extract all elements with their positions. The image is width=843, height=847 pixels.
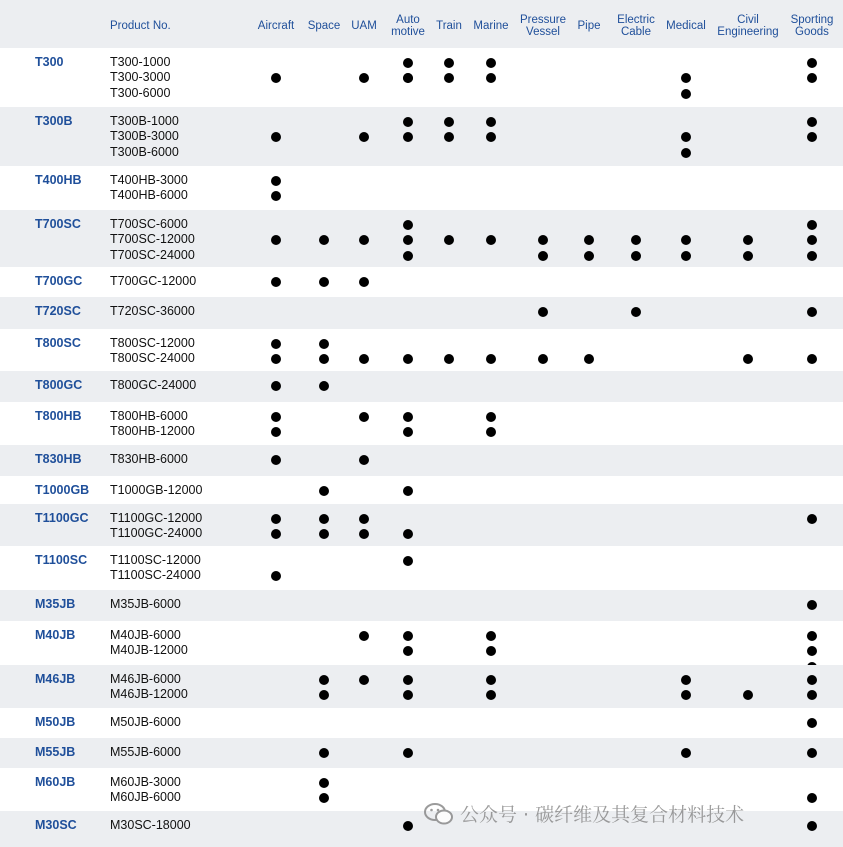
application-mark-uam: [359, 631, 369, 641]
application-mark-sporting-goods: [807, 821, 817, 831]
application-mark-pressure-vessel: [538, 307, 548, 317]
application-mark-civil-engineering: [743, 690, 753, 700]
application-mark-aircraft: [271, 381, 281, 391]
application-mark-medical: [681, 690, 691, 700]
application-mark-medical: [681, 148, 691, 158]
application-mark-space: [319, 529, 329, 539]
application-mark-civil-engineering: [743, 251, 753, 261]
product-number: M35JB-6000: [110, 597, 181, 611]
application-mark-sporting-goods: [807, 73, 817, 83]
series-name: T800GC: [35, 378, 83, 392]
application-mark-auto-motive: [403, 631, 413, 641]
product-number: M50JB-6000: [110, 715, 181, 729]
application-mark-marine: [486, 646, 496, 656]
series-name: T1100SC: [35, 553, 88, 567]
application-mark-auto-motive: [403, 675, 413, 685]
series-name: T1000GB: [35, 483, 90, 497]
product-number: M60JB-3000: [110, 775, 181, 789]
table-row: [0, 107, 843, 166]
table-header: [0, 0, 843, 48]
table-row: [0, 402, 843, 445]
series-name: T300: [35, 55, 64, 69]
column-header-auto-motive: Auto motive: [391, 14, 425, 38]
application-mark-uam: [359, 675, 369, 685]
application-mark-marine: [486, 675, 496, 685]
application-mark-train: [444, 354, 454, 364]
application-mark-sporting-goods: [807, 600, 817, 610]
product-number: T300-6000: [110, 85, 171, 100]
application-mark-civil-engineering: [743, 235, 753, 245]
product-number: T800HB-12000: [110, 424, 195, 439]
application-mark-pipe: [584, 251, 594, 261]
application-mark-marine: [486, 73, 496, 83]
table-row: [0, 504, 843, 546]
application-mark-pipe: [584, 354, 594, 364]
application-mark-aircraft: [271, 191, 281, 201]
series-name: T800SC: [35, 336, 81, 350]
application-mark-medical: [681, 235, 691, 245]
table-row: [0, 546, 843, 590]
product-number: T400HB-6000: [110, 188, 188, 203]
series-name: M46JB: [35, 672, 76, 686]
application-mark-pressure-vessel: [538, 251, 548, 261]
application-mark-sporting-goods: [807, 514, 817, 524]
application-mark-marine: [486, 58, 496, 68]
product-number: T800HB-6000: [110, 409, 188, 423]
application-mark-uam: [359, 412, 369, 422]
application-mark-sporting-goods: [807, 646, 817, 656]
product-number: T1100GC-12000: [110, 511, 203, 525]
series-name: T720SC: [35, 304, 81, 318]
application-mark-sporting-goods: [807, 117, 817, 127]
product-number: T800SC-24000: [110, 351, 195, 366]
application-mark-uam: [359, 529, 369, 539]
series-name: T300B: [35, 114, 73, 128]
product-number: M60JB-6000: [110, 790, 181, 805]
application-mark-train: [444, 73, 454, 83]
table-row: [0, 665, 843, 708]
product-number: T400HB-3000: [110, 173, 188, 187]
application-mark-space: [319, 793, 329, 803]
application-mark-train: [444, 235, 454, 245]
series-name: T830HB: [35, 452, 82, 466]
series-name: T400HB: [35, 173, 82, 187]
application-mark-space: [319, 690, 329, 700]
product-number: T700SC-12000: [110, 232, 195, 247]
series-name: T1100GC: [35, 511, 89, 525]
application-mark-space: [319, 748, 329, 758]
application-mark-medical: [681, 132, 691, 142]
product-number: M40JB-12000: [110, 643, 188, 658]
product-number: T300B-1000: [110, 114, 179, 128]
application-mark-medical: [681, 675, 691, 685]
product-number: M40JB-6000: [110, 628, 181, 642]
series-name: M40JB: [35, 628, 76, 642]
application-mark-pressure-vessel: [538, 354, 548, 364]
application-mark-aircraft: [271, 235, 281, 245]
product-number: T700SC-24000: [110, 247, 195, 262]
application-mark-aircraft: [271, 427, 281, 437]
column-header-uam: UAM: [351, 20, 377, 32]
column-header-pressure-vessel: Pressure Vessel: [519, 14, 567, 38]
application-mark-train: [444, 58, 454, 68]
column-header-civil-engineering: Civil Engineering: [717, 14, 779, 38]
product-number: T300B-3000: [110, 129, 179, 144]
product-number: M46JB-12000: [110, 687, 188, 702]
application-mark-sporting-goods: [807, 58, 817, 68]
application-mark-sporting-goods: [807, 793, 817, 803]
application-mark-auto-motive: [403, 821, 413, 831]
table-row: [0, 297, 843, 329]
product-number: T300-1000: [110, 55, 171, 69]
application-mark-aircraft: [271, 529, 281, 539]
application-mark-marine: [486, 235, 496, 245]
table-row: [0, 267, 843, 297]
application-mark-space: [319, 339, 329, 349]
table-row: [0, 590, 843, 621]
table-row: [0, 621, 843, 665]
column-header-electric-cable: Electric Cable: [617, 14, 655, 38]
application-mark-aircraft: [271, 354, 281, 364]
application-mark-sporting-goods: [807, 748, 817, 758]
series-name: M30SC: [35, 818, 77, 832]
series-name: M60JB: [35, 775, 76, 789]
application-mark-sporting-goods: [807, 220, 817, 230]
application-mark-space: [319, 381, 329, 391]
application-mark-sporting-goods: [807, 675, 817, 685]
table-row: [0, 738, 843, 768]
application-mark-auto-motive: [403, 132, 413, 142]
application-mark-sporting-goods: [807, 354, 817, 364]
column-header-medical: Medical: [666, 20, 706, 32]
application-mark-uam: [359, 132, 369, 142]
application-mark-space: [319, 354, 329, 364]
product-number: T800GC-24000: [110, 378, 197, 392]
application-mark-sporting-goods: [807, 690, 817, 700]
series-name: M55JB: [35, 745, 76, 759]
application-mark-electric-cable: [631, 235, 641, 245]
application-mark-electric-cable: [631, 307, 641, 317]
application-mark-auto-motive: [403, 235, 413, 245]
series-name: T700GC: [35, 274, 83, 288]
application-mark-sporting-goods: [807, 718, 817, 728]
application-mark-uam: [359, 455, 369, 465]
product-number: M55JB-6000: [110, 745, 181, 759]
application-mark-sporting-goods: [807, 132, 817, 142]
product-number: T1000GB-12000: [110, 483, 203, 497]
application-mark-train: [444, 117, 454, 127]
application-mark-auto-motive: [403, 73, 413, 83]
application-mark-aircraft: [271, 277, 281, 287]
product-number: M30SC-18000: [110, 818, 191, 832]
application-mark-aircraft: [271, 455, 281, 465]
application-mark-marine: [486, 631, 496, 641]
application-mark-space: [319, 235, 329, 245]
product-number: T700SC-6000: [110, 217, 188, 231]
watermark-text: 公众号 · 碳纤维及其复合材料技术: [460, 804, 745, 826]
application-mark-sporting-goods: [807, 235, 817, 245]
application-mark-space: [319, 277, 329, 287]
application-mark-auto-motive: [403, 117, 413, 127]
product-number: T1100SC-12000: [110, 553, 201, 567]
application-mark-auto-motive: [403, 486, 413, 496]
column-header-pipe: Pipe: [577, 20, 601, 32]
application-mark-aircraft: [271, 514, 281, 524]
table-row: [0, 166, 843, 210]
product-number: M46JB-6000: [110, 672, 181, 686]
column-header-sporting-goods: Sporting Goods: [790, 14, 834, 38]
application-mark-pressure-vessel: [538, 235, 548, 245]
application-mark-uam: [359, 514, 369, 524]
application-mark-sporting-goods: [807, 307, 817, 317]
application-mark-marine: [486, 690, 496, 700]
table-row: [0, 210, 843, 267]
product-number: T1100GC-24000: [110, 526, 203, 541]
application-mark-marine: [486, 132, 496, 142]
column-header-aircraft: Aircraft: [257, 20, 295, 32]
application-mark-medical: [681, 748, 691, 758]
application-mark-auto-motive: [403, 646, 413, 656]
application-mark-sporting-goods: [807, 631, 817, 641]
product-number: T300-3000: [110, 70, 171, 85]
product-number: T720SC-36000: [110, 304, 195, 318]
wechat-icon: [424, 803, 454, 825]
series-name: T800HB: [35, 409, 82, 423]
application-mark-auto-motive: [403, 690, 413, 700]
application-mark-auto-motive: [403, 251, 413, 261]
table-row: [0, 445, 843, 476]
application-mark-uam: [359, 235, 369, 245]
application-mark-uam: [359, 277, 369, 287]
application-mark-aircraft: [271, 132, 281, 142]
application-mark-sporting-goods: [807, 251, 817, 261]
application-mark-auto-motive: [403, 58, 413, 68]
application-mark-civil-engineering: [743, 354, 753, 364]
watermark: [424, 800, 744, 827]
application-mark-marine: [486, 412, 496, 422]
application-mark-aircraft: [271, 73, 281, 83]
application-mark-auto-motive: [403, 748, 413, 758]
column-header-marine: Marine: [473, 20, 509, 32]
application-mark-space: [319, 514, 329, 524]
application-mark-medical: [681, 73, 691, 83]
application-mark-uam: [359, 73, 369, 83]
application-mark-marine: [486, 117, 496, 127]
table-row: [0, 48, 843, 107]
application-mark-space: [319, 486, 329, 496]
table-row: [0, 476, 843, 504]
application-mark-aircraft: [271, 412, 281, 422]
application-mark-train: [444, 132, 454, 142]
application-mark-auto-motive: [403, 412, 413, 422]
series-name: M50JB: [35, 715, 76, 729]
product-number: T830HB-6000: [110, 452, 188, 466]
product-number: T800SC-12000: [110, 336, 195, 350]
application-mark-uam: [359, 354, 369, 364]
application-mark-auto-motive: [403, 427, 413, 437]
product-no-header: Product No.: [110, 20, 171, 32]
series-name: T700SC: [35, 217, 81, 231]
product-number: T700GC-12000: [110, 274, 197, 288]
application-mark-auto-motive: [403, 556, 413, 566]
column-header-train: Train: [436, 20, 462, 32]
application-mark-medical: [681, 251, 691, 261]
application-mark-marine: [486, 354, 496, 364]
application-mark-auto-motive: [403, 354, 413, 364]
table-row: [0, 371, 843, 402]
application-mark-electric-cable: [631, 251, 641, 261]
application-mark-auto-motive: [403, 529, 413, 539]
product-number: T1100SC-24000: [110, 568, 201, 583]
application-mark-medical: [681, 89, 691, 99]
application-mark-aircraft: [271, 176, 281, 186]
table-row: [0, 329, 843, 371]
application-mark-space: [319, 778, 329, 788]
series-name: M35JB: [35, 597, 76, 611]
application-mark-aircraft: [271, 571, 281, 581]
table-row: [0, 708, 843, 738]
application-mark-space: [319, 675, 329, 685]
application-mark-aircraft: [271, 339, 281, 349]
column-header-space: Space: [307, 20, 341, 32]
application-mark-pipe: [584, 235, 594, 245]
product-number: T300B-6000: [110, 144, 179, 159]
application-mark-marine: [486, 427, 496, 437]
application-mark-auto-motive: [403, 220, 413, 230]
